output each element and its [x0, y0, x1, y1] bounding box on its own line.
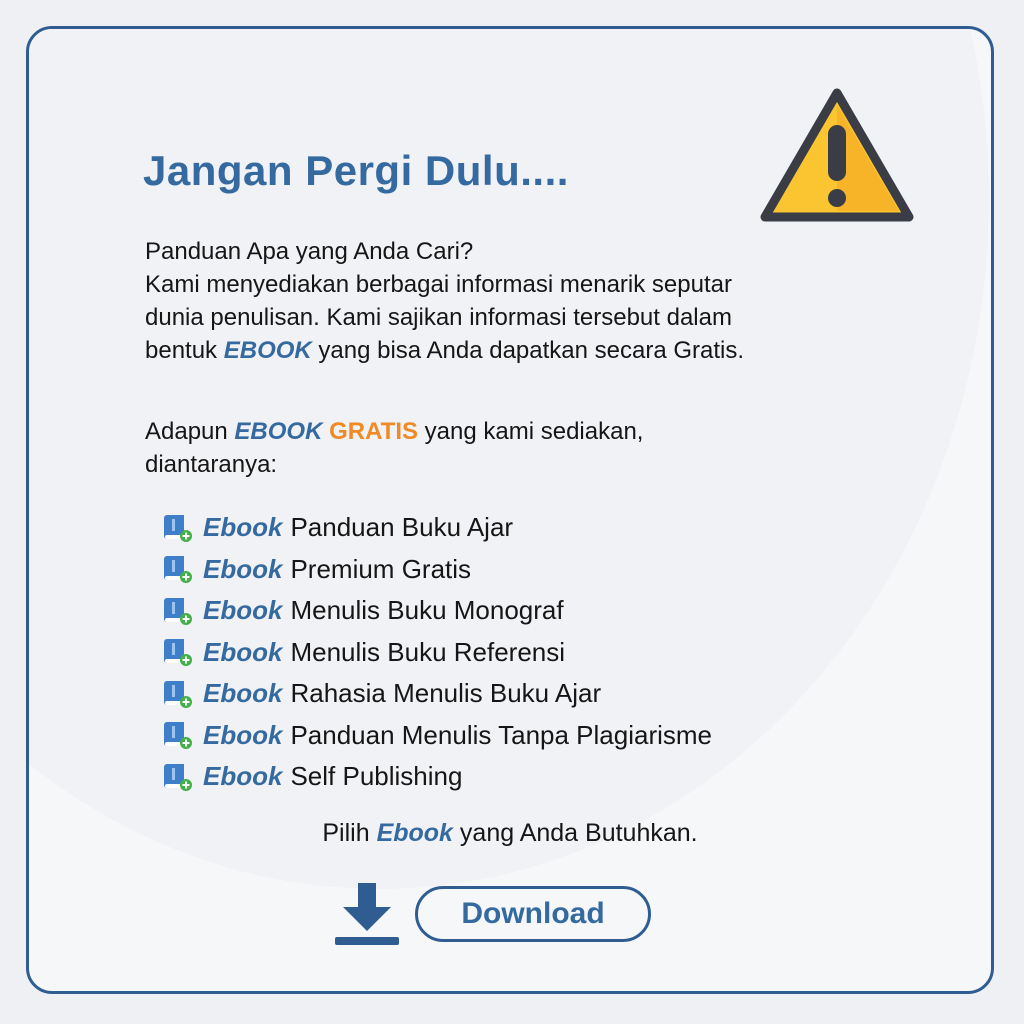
intro-line-4-before: bentuk: [145, 337, 224, 364]
list-item-tag: Ebook: [203, 719, 283, 750]
pilih-text: [29, 819, 991, 848]
warning-triangle-icon: [757, 85, 917, 225]
list-item[interactable]: [163, 549, 712, 591]
pilih-before: Pilih: [322, 819, 377, 847]
adapun-line-2: diantaranya:: [145, 451, 278, 478]
adapun-before: Adapun: [145, 418, 235, 445]
list-item-label: Self Publishing: [290, 761, 463, 792]
list-item-tag: Ebook: [203, 553, 283, 584]
ebook-list: [163, 507, 712, 798]
download-icon[interactable]: [333, 881, 401, 947]
gratis-highlight: GRATIS: [329, 418, 418, 445]
list-item-tag: Ebook: [203, 595, 283, 626]
pilih-after: yang Anda Butuhkan.: [452, 819, 698, 847]
ebook-icon: [163, 596, 193, 626]
list-item-label: Panduan Menulis Tanpa Plagiarisme: [290, 719, 713, 750]
ebook-highlight: EBOOK: [223, 337, 312, 364]
intro-line-4-after: yang bisa Anda dapatkan secara Gratis.: [311, 337, 745, 364]
intro-text: [145, 235, 744, 367]
adapun-after: yang kami sediakan,: [418, 418, 644, 445]
ebook-icon: [163, 720, 193, 750]
adapun-text: [145, 415, 643, 481]
ebook-icon: [163, 554, 193, 584]
list-item[interactable]: [163, 715, 712, 757]
pilih-highlight: Ebook: [376, 819, 453, 847]
list-item-label: Premium Gratis: [290, 553, 472, 584]
list-item[interactable]: [163, 756, 712, 798]
list-item[interactable]: [163, 507, 712, 549]
list-item-label: Menulis Buku Monograf: [290, 595, 564, 626]
list-item-tag: Ebook: [203, 636, 283, 667]
intro-line-1: Panduan Apa yang Anda Cari?: [145, 238, 474, 265]
list-item-label: Panduan Buku Ajar: [290, 512, 514, 543]
popup-card: [26, 26, 994, 994]
list-item[interactable]: [163, 673, 712, 715]
intro-line-3: dunia penulisan. Kami sajikan informasi tersebut dalam: [145, 304, 732, 331]
list-item-tag: Ebook: [203, 678, 283, 709]
download-button[interactable]: Download: [415, 886, 651, 942]
list-item-tag: Ebook: [203, 512, 283, 543]
list-item[interactable]: [163, 590, 712, 632]
download-area: [333, 881, 651, 947]
list-item-label: Rahasia Menulis Buku Ajar: [290, 678, 602, 709]
ebook-icon: [163, 513, 193, 543]
ebook-icon: [163, 679, 193, 709]
ebook-icon: [163, 762, 193, 792]
page-title: Jangan Pergi Dulu....: [143, 147, 569, 194]
list-item-tag: Ebook: [203, 761, 283, 792]
list-item-label: Menulis Buku Referensi: [290, 636, 566, 667]
adapun-ebook-highlight: EBOOK: [234, 418, 323, 445]
list-item[interactable]: [163, 632, 712, 674]
intro-line-2: Kami menyediakan berbagai informasi menarik seputar: [145, 271, 732, 298]
ebook-icon: [163, 637, 193, 667]
